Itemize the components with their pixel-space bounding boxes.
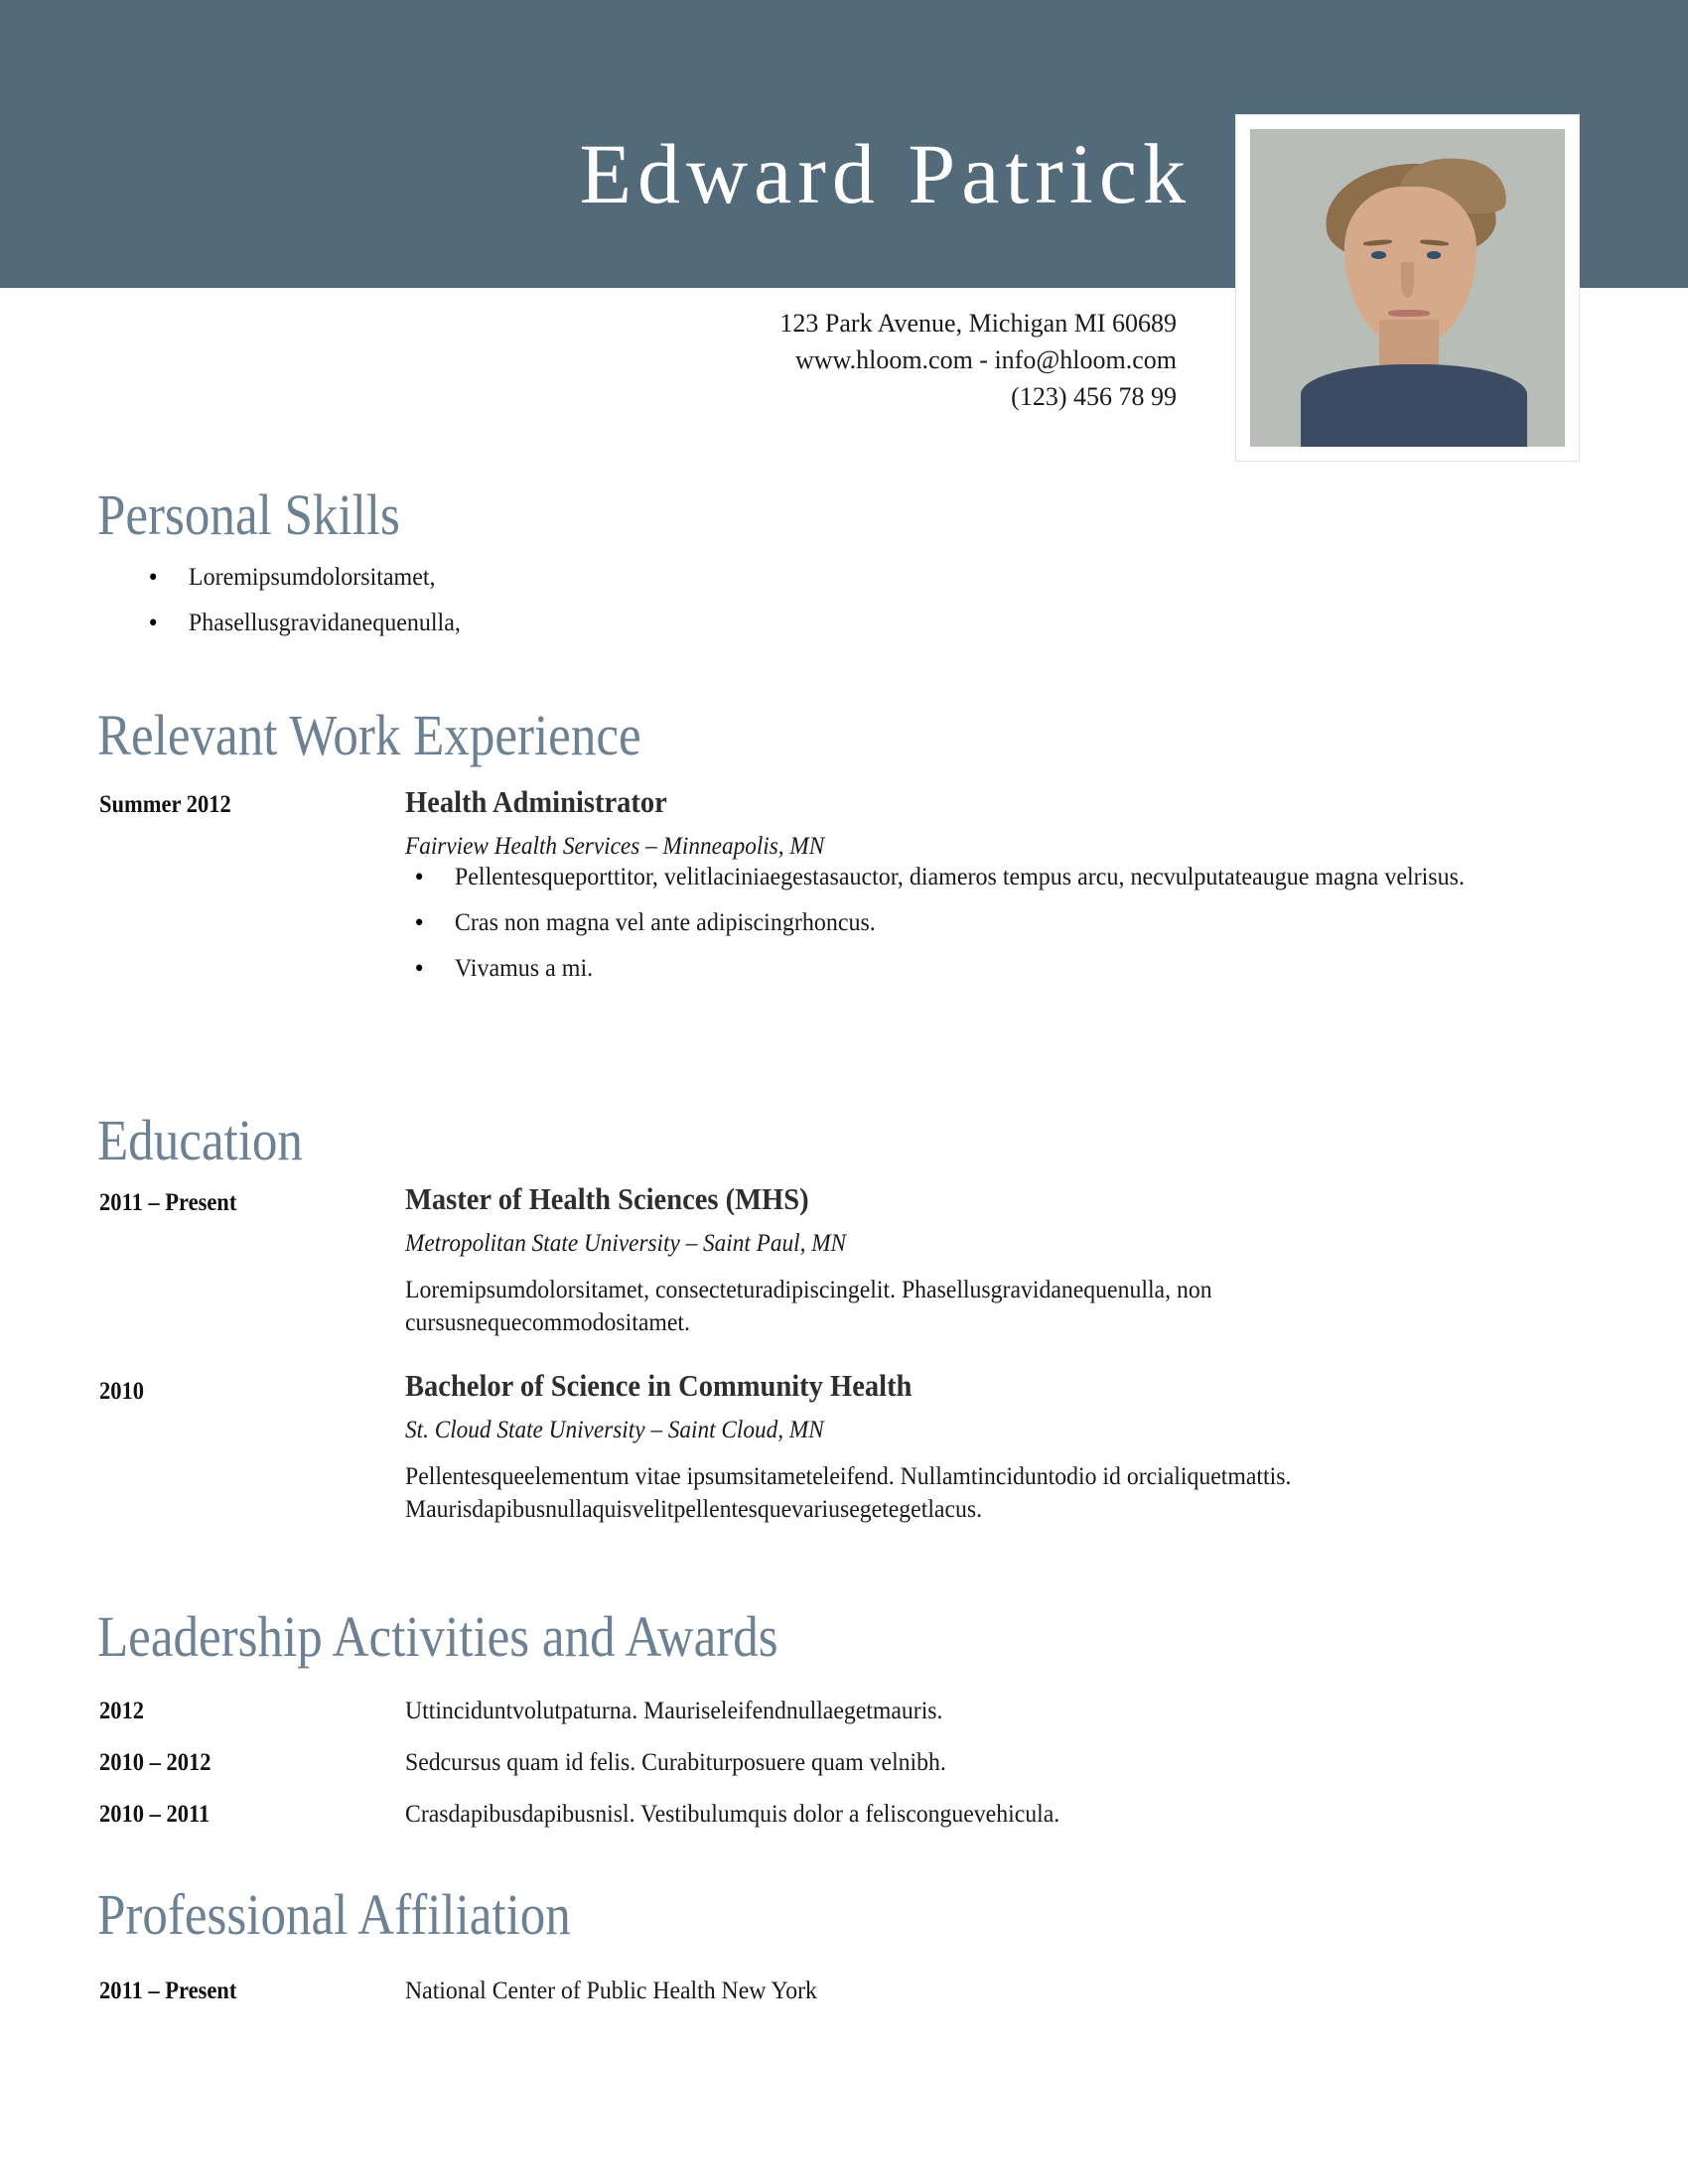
list-item: • Loremipsumdolorsitamet,	[139, 561, 997, 594]
list-item: • Cras non magna vel ante adipiscingrhoncus.	[405, 906, 1501, 939]
section-title-education: Education	[97, 1108, 303, 1172]
education-entry-description: Loremipsumdolorsitamet, consecteturadipiscingelit. Phasellusgravidanequenulla, non cursusnequecommodositamet.	[405, 1277, 1212, 1336]
education-entry-description: Pellentesqueelementum vitae ipsumsitameteleifend. Nullamtinciduntodio id orcialiquetmattis. Maurisdapibusnullaquisvelitpellentesquevariusegetegetlacus.	[405, 1463, 1292, 1523]
portrait-photo	[1250, 129, 1565, 447]
page-title: Edward Patrick	[579, 126, 1192, 221]
leadership-entry-date: 2010 – 2011	[99, 1801, 211, 1828]
education-entry-date: 2011 – Present	[99, 1189, 237, 1216]
work-entry-subtitle: Fairview Health Services – Minneapolis, MN	[405, 833, 825, 860]
contact-phone: (123) 456 78 99	[1011, 381, 1177, 411]
mouth-shape	[1388, 310, 1429, 316]
education-entry-subtitle: Metropolitan State University – Saint Paul, MN	[405, 1230, 847, 1257]
education-entry-title: Bachelor of Science in Community Health	[405, 1368, 913, 1403]
leadership-entry-text: Crasdapibusdapibusnisl. Vestibulumquis dolor a felisconguevehicula.	[405, 1801, 1060, 1828]
work-entry-bullets	[405, 861, 1547, 985]
section-title-personal-skills: Personal Skills	[97, 482, 400, 547]
contact-block	[0, 306, 1177, 416]
education-entry-subtitle: St. Cloud State University – Saint Cloud, MN	[405, 1417, 824, 1443]
list-item: • Pellentesqueporttitor, velitlaciniaegestasauctor, diameros tempus arcu, necvulputateaugue magna velrisus.	[405, 861, 1501, 893]
education-entry-title: Master of Health Sciences (MHS)	[405, 1181, 809, 1216]
affiliation-entry-date: 2011 – Present	[99, 1978, 237, 2004]
avatar	[1236, 115, 1579, 461]
education-entry-date: 2010	[99, 1378, 144, 1405]
work-entry-title: Health Administrator	[405, 784, 667, 819]
shirt-shape	[1301, 364, 1527, 447]
nose-shape	[1401, 262, 1414, 297]
leadership-entry-text: Sedcursus quam id felis. Curabiturposuere quam velnibh.	[405, 1749, 946, 1776]
list-item: • Phasellusgravidanequenulla,	[139, 607, 997, 639]
education-entry	[405, 1368, 1547, 1526]
leadership-entry-date: 2012	[99, 1698, 144, 1724]
eye-right	[1427, 251, 1442, 258]
contact-web-email[interactable]: www.hloom.com - info@hloom.com	[794, 344, 1177, 374]
leadership-entry-text: Uttinciduntvolutpaturna. Mauriseleifendnullaegetmauris.	[405, 1698, 943, 1724]
work-entry-date: Summer 2012	[99, 791, 231, 818]
leadership-entry-date: 2010 – 2012	[99, 1749, 211, 1776]
eye-left	[1371, 251, 1386, 258]
list-item: • Vivamus a mi.	[405, 952, 1501, 985]
work-entry	[405, 784, 1547, 998]
education-entry	[405, 1181, 1547, 1339]
affiliation-entry-text: National Center of Public Health New York	[405, 1978, 817, 2004]
section-title-leadership: Leadership Activities and Awards	[97, 1604, 778, 1669]
personal-skills-list	[139, 561, 1033, 652]
contact-address: 123 Park Avenue, Michigan MI 60689	[779, 309, 1177, 338]
section-title-affiliation: Professional Affiliation	[97, 1882, 571, 1947]
section-title-work-experience: Relevant Work Experience	[97, 703, 641, 767]
